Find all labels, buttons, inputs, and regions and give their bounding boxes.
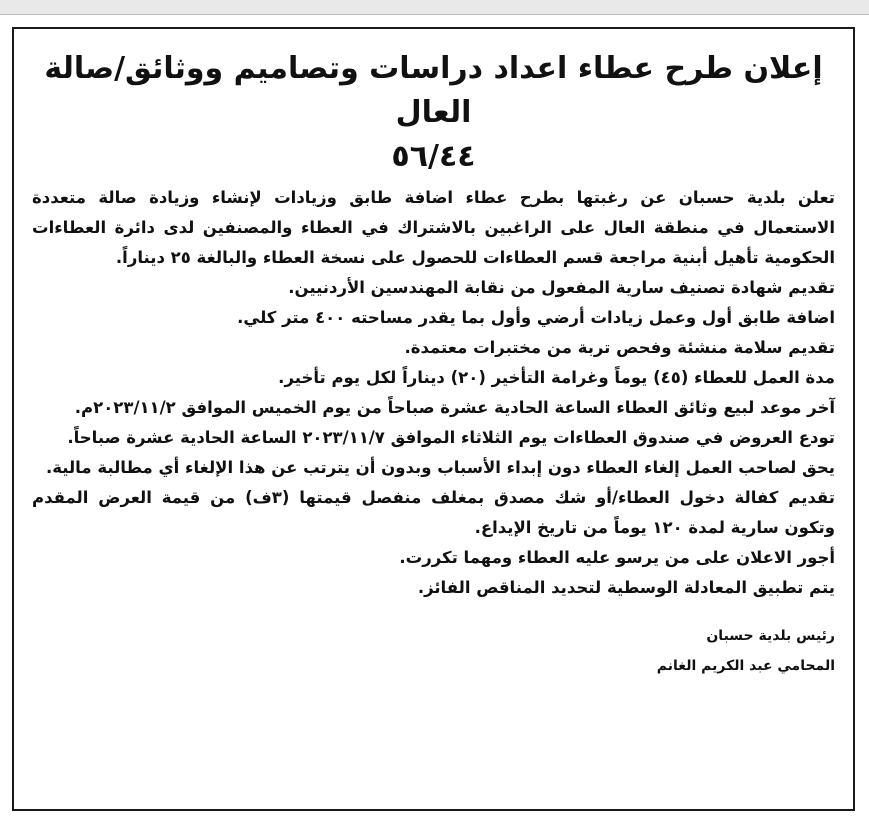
condition-item: يتم تطبيق المعادلة الوسطية لتحديد المناقص الفائز.	[417, 578, 835, 597]
announcement-intro: تعلن بلدية حسبان عن رغبتها بطرح عطاء اضافة طابق وزيادات لإنشاء وزيادة صالة متعددة الاستعمال في منطقة العال على الراغبين بالاشتراك في العطاء والمصنفين لدى دائرة العطاءات الحكومية تأهيل أبنية مراجعة قسم العطاءات للحصول على نسخة العطاء والبالغة ٢٥ ديناراً.	[32, 188, 835, 267]
condition-item: تقديم سلامة منشئة وفحص تربة من مختبرات معتمدة.	[404, 338, 835, 357]
title-line-2: ٥٦/٤٤	[391, 139, 476, 174]
signature-title: رئيس بلدية حسبان	[706, 628, 835, 644]
condition-item: مدة العمل للعطاء (٤٥) يوماً وغرامة التأخير (٢٠) ديناراً لكل يوم تأخير.	[278, 368, 835, 387]
announcement-frame	[12, 27, 855, 811]
condition-item: اضافة طابق أول وعمل زيادات أرضي وأول بما يقدر مساحته ٤٠٠ متر كلي.	[237, 308, 835, 327]
condition-item: تودع العروض في صندوق العطاءات يوم الثلاثاء الموافق ٢٠٢٣/١١/٧ الساعة الحادية عشرة صباحاً.	[67, 428, 835, 447]
condition-item: يحق لصاحب العمل إلغاء العطاء دون إبداء الأسباب وبدون أن يترتب عن هذا الإلغاء أي مطالبة مالية.	[45, 458, 835, 477]
announcement-title	[32, 47, 835, 179]
signature-name: المحامي عبد الكريم الغانم	[656, 658, 835, 674]
top-rule	[0, 0, 869, 15]
signature-block	[32, 621, 835, 681]
condition-item: آخر موعد لبيع وثائق العطاء الساعة الحادية عشرة صباحاً من يوم الخميس الموافق ٢٠٢٣/١١/٢م.	[74, 398, 835, 417]
condition-item: تقديم كفالة دخول العطاء/أو شك مصدق بمغلف منفصل قيمتها (٣ف) من قيمة العرض المقدم وتكون سارية لمدة ١٢٠ يوماً من تاريخ الإيداع.	[32, 488, 835, 537]
condition-item: أجور الاعلان على من يرسو عليه العطاء ومهما تكررت.	[399, 548, 835, 567]
title-line-1: إعلان طرح عطاء اعداد دراسات وتصاميم ووثائق/صالة العال	[44, 51, 823, 130]
condition-item: تقديم شهادة تصنيف سارية المفعول من نقابة المهندسين الأردنيين.	[288, 278, 835, 297]
